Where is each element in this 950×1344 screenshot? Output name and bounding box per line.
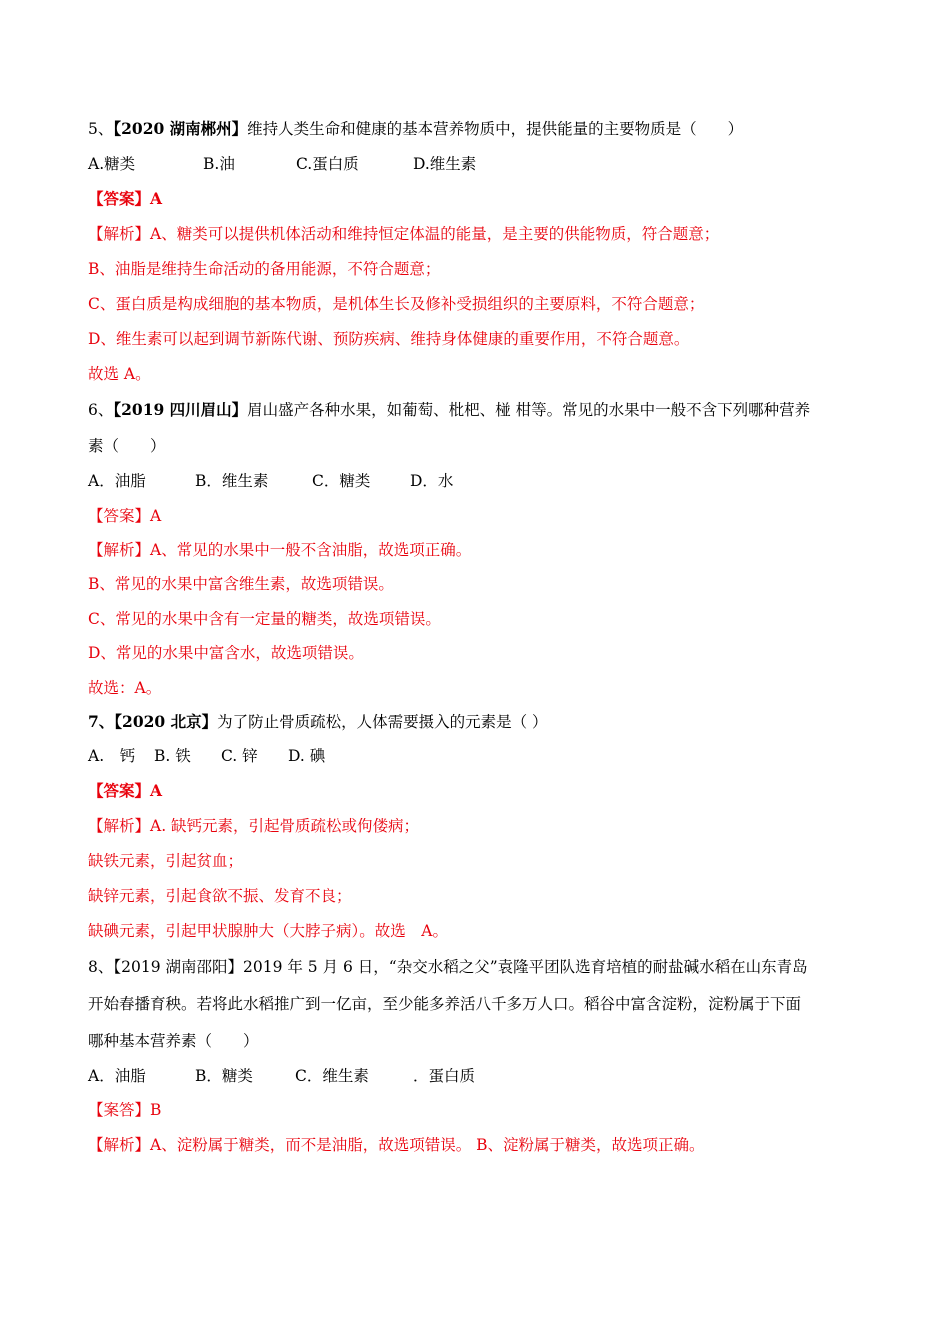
- q5-explain-4: D、维生素可以起到调节新陈代谢、预防疾病、维持身体健康的重要作用，不符合题意。: [88, 330, 690, 348]
- q8-explain-1: 【解析】A、淀粉属于糖类，而不是油脂，故选项错误。 B、淀粉属于糖类，故选项正确。: [88, 1136, 705, 1154]
- q5-stem-text: 维持人类生命和健康的基本营养物质中，提供能量的主要物质是（ ）: [247, 120, 744, 138]
- q6-explain-2: B、常见的水果中富含维生素，故选项错误。: [88, 575, 394, 593]
- q6-explain-5: 故选：A。: [88, 679, 162, 697]
- q8-stem-text-3: 哪种基本营养素（ ）: [88, 1032, 259, 1050]
- q7-source: 【2020 北京】: [114, 712, 218, 731]
- q7-option-c: C. 锌: [221, 747, 258, 765]
- q6-explain-1: 【解析】A、常见的水果中一般不含油脂，故选项正确。: [88, 541, 472, 559]
- q5-explain-1: 【解析】A、糖类可以提供机体活动和维持恒定体温的能量，是主要的供能物质，符合题意；: [88, 225, 720, 243]
- q5-option-b: B.油: [203, 155, 235, 173]
- q6-option-b: B．维生素: [195, 472, 269, 490]
- q8-answer: 【案答】B: [88, 1101, 162, 1119]
- q8-options: [88, 1065, 864, 1087]
- q7-number: 7、: [88, 712, 115, 731]
- q5-explain-5: 故选 A。: [88, 365, 151, 383]
- q7-option-b: B. 铁: [154, 747, 191, 765]
- q8-option-b: B．糖类: [195, 1067, 253, 1085]
- q7-option-a: A. 钙: [88, 747, 136, 765]
- q5-option-d: D.维生素: [413, 155, 477, 173]
- q5-stem: [88, 118, 864, 140]
- q8-option-c: C．维生素: [295, 1067, 369, 1085]
- q6-number: 6、: [88, 401, 114, 419]
- q7-options: [88, 745, 864, 767]
- q5-options: [88, 153, 864, 175]
- q7-stem: [88, 711, 864, 733]
- q6-option-c: C．糖类: [312, 472, 371, 490]
- q5-explain-2: B、油脂是维持生命活动的备用能源，不符合题意；: [88, 260, 441, 278]
- q6-option-a: A．油脂: [88, 472, 146, 490]
- q6-stem-text-2: 素（ ）: [88, 437, 166, 455]
- q6-source: 【2019 四川眉山】: [113, 400, 248, 419]
- q7-explain-1: 【解析】A. 缺钙元素，引起骨质疏松或佝偻病；: [88, 817, 420, 835]
- q7-explain-4: 缺碘元素，引起甲状腺肿大（大脖子病）。故选 A。: [88, 922, 448, 940]
- q8-number: 8、: [88, 958, 114, 976]
- q6-explain-3: C、常见的水果中含有一定量的糖类，故选项错误。: [88, 610, 441, 628]
- q6-stem-text-1: 眉山盛产各种水果，如葡萄、枇杷、椪 柑等。常见的水果中一般不含下列哪种营养: [247, 401, 811, 419]
- q5-number: 5、: [88, 120, 114, 138]
- q5-option-a: A.糖类: [88, 155, 136, 173]
- q7-stem-text: 为了防止骨质疏松，人体需要摄入的元素是（ ）: [217, 713, 548, 731]
- q5-answer: 【答案】A: [88, 189, 163, 208]
- q7-explain-2: 缺铁元素，引起贫血；: [88, 852, 244, 870]
- q8-source: 【2019 湖南邵阳】: [113, 958, 243, 976]
- q5-explain-3: C、蛋白质是构成细胞的基本物质，是机体生长及修补受损组织的主要原料，不符合题意；: [88, 295, 705, 313]
- q8-stem-text-2: 开始春播育秧。若将此水稻推广到一亿亩，至少能多养活八千多万人口。稻谷中富含淀粉，淀粉属于下面: [88, 995, 802, 1013]
- q8-option-a: A．油脂: [88, 1067, 146, 1085]
- q8-stem-text-1: 2019 年 5 月 6 日，“杂交水稻之父”袁隆平团队选育培植的耐盐碱水稻在山东青岛: [243, 958, 808, 976]
- q8-stem: [88, 956, 864, 978]
- q6-stem: [88, 399, 864, 421]
- q7-option-d: D. 碘: [288, 747, 326, 765]
- q8-option-d: ．蛋白质: [413, 1067, 476, 1085]
- q5-option-c: C.蛋白质: [296, 155, 359, 173]
- q7-explain-3: 缺锌元素，引起食欲不振、发育不良；: [88, 887, 352, 905]
- q6-answer: 【答案】A: [88, 507, 162, 525]
- q6-options: [88, 470, 864, 492]
- q5-source: 【2020 湖南郴州】: [113, 119, 248, 138]
- q6-option-d: D．水: [410, 472, 454, 490]
- q7-answer: 【答案】A: [88, 781, 163, 800]
- q6-explain-4: D、常见的水果中富含水，故选项错误。: [88, 644, 364, 662]
